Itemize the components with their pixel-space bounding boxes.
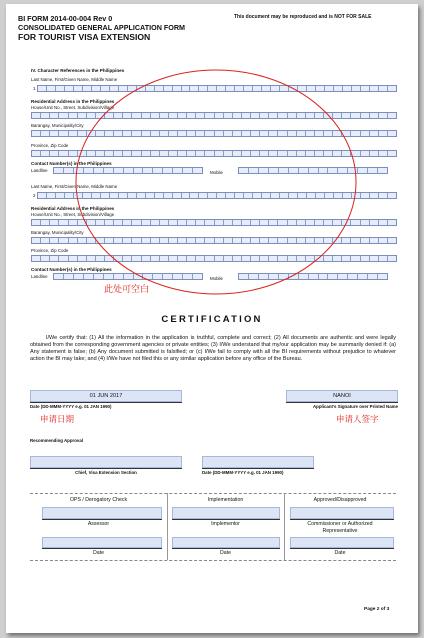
recommending-date-field[interactable]	[202, 456, 314, 468]
ref2-province-label: Province, Zip Code	[31, 248, 69, 253]
ref1-address-label: Residential Address in the Philippines	[31, 99, 115, 104]
ref1-province-label: Province, Zip Code	[31, 143, 69, 148]
ref2-address-sub-label: House/Unit No., Street, Subdivision/Village	[31, 212, 115, 217]
page-number: Page 2 of 3	[364, 607, 390, 612]
form-title-line1: CONSOLIDATED GENERAL APPLICATION FORM	[18, 23, 186, 32]
implementation-header: Implementation	[207, 497, 244, 503]
certification-title: CERTIFICATION	[161, 314, 263, 325]
signature-value: NANOI	[333, 393, 351, 399]
ref2-number: 2	[33, 193, 36, 198]
ref1-number: 1	[33, 86, 36, 91]
ref2-barangay-label: Barangay, Municipality/City	[31, 230, 84, 235]
signature-label: Applicant's Signature over Printed Name	[313, 404, 398, 409]
recommending-approval-label: Recommending Approval	[30, 438, 84, 443]
form-page	[6, 4, 418, 633]
implementor-label: Implementor	[211, 521, 240, 527]
form-id: BI FORM 2014-00-004 Rev 0	[18, 14, 113, 23]
signature-note: 申请人签字	[336, 415, 379, 425]
assessor-date-field[interactable]	[42, 537, 162, 548]
table-bottom-divider	[30, 560, 396, 561]
assessor-date-label: Date	[93, 550, 104, 556]
commissioner-label-line2: Representative	[322, 528, 358, 534]
ref1-mobile-label: Mobile	[210, 170, 223, 175]
date-note: 申请日期	[40, 415, 75, 425]
ref2-mobile-label: Mobile	[210, 276, 223, 281]
chief-label: Chief, Visa Extension Section	[75, 470, 137, 475]
section-title: IV. Character References in the Philippines	[31, 68, 125, 73]
commissioner-date-field[interactable]	[290, 537, 394, 548]
ops-check-header: OPS / Derogatory Check	[69, 497, 128, 503]
ref1-name-label: Last Name, First/Given Name, Middle Name	[31, 77, 118, 82]
approval-header: Approved/Disapproved	[313, 497, 367, 503]
ref1-barangay-label: Barangay, Municipality/City	[31, 123, 84, 128]
table-top-divider	[30, 493, 396, 494]
commissioner-date-label: Date	[334, 550, 346, 556]
commissioner-field[interactable]	[290, 507, 394, 519]
highlight-ellipse	[6, 4, 418, 304]
ref2-contact-label: Contact Number(s) in the Philippines	[31, 267, 112, 272]
reproduction-notice: This document may be reproduced and is NOT FOR SALE	[234, 14, 372, 20]
recommending-date-label: Date (DD-MMM-YYYY e.g. 01 JAN 1990)	[202, 470, 284, 475]
implementor-date-field[interactable]	[172, 537, 280, 548]
assessor-field[interactable]	[42, 507, 162, 519]
ref2-address-label: Residential Address in the Philippines	[31, 206, 115, 211]
chief-signature-field[interactable]	[30, 456, 182, 468]
assessor-label: Assessor	[87, 521, 110, 527]
ref1-address-sub-label: House/Unit No., Street, Subdivision/Village	[31, 105, 115, 110]
ref2-name-label: Last Name, First/Given Name, Middle Name	[31, 184, 118, 189]
ref1-contact-label: Contact Number(s) in the Philippines	[31, 161, 112, 166]
ref2-landline-label: Landline	[31, 274, 48, 279]
form-title-line2: FOR TOURIST VISA EXTENSION	[18, 32, 151, 42]
ref1-landline-label: Landline	[31, 168, 48, 173]
implementor-field[interactable]	[172, 507, 280, 519]
certification-text: I/We certify that: (1) All the information in the application is truthful, complete and correct; (2) All documents are authentic and were legally obtained from the corresponding government agencies or private entities; (3) I/We understand that my/our application may be summarily denied if: (a) Any statement is false; (b) Any document submitted is falsified; or (c) I/We fail to comply with all the BI requirements without prejudice to whatever action the BI may take; and (4) I/We have not filed this or any similar application before any office of the Bureau.	[30, 335, 396, 362]
commissioner-label-line1: Commissioner or Authorized	[307, 521, 373, 527]
application-date-value: 01 JUN 2017	[89, 393, 123, 399]
application-date-label: Date (DD-MMM-YYYY e.g. 01 JAN 1990)	[30, 404, 112, 409]
implementor-date-label: Date	[220, 550, 231, 556]
blank-allowed-note: 此处可空白	[104, 285, 150, 295]
